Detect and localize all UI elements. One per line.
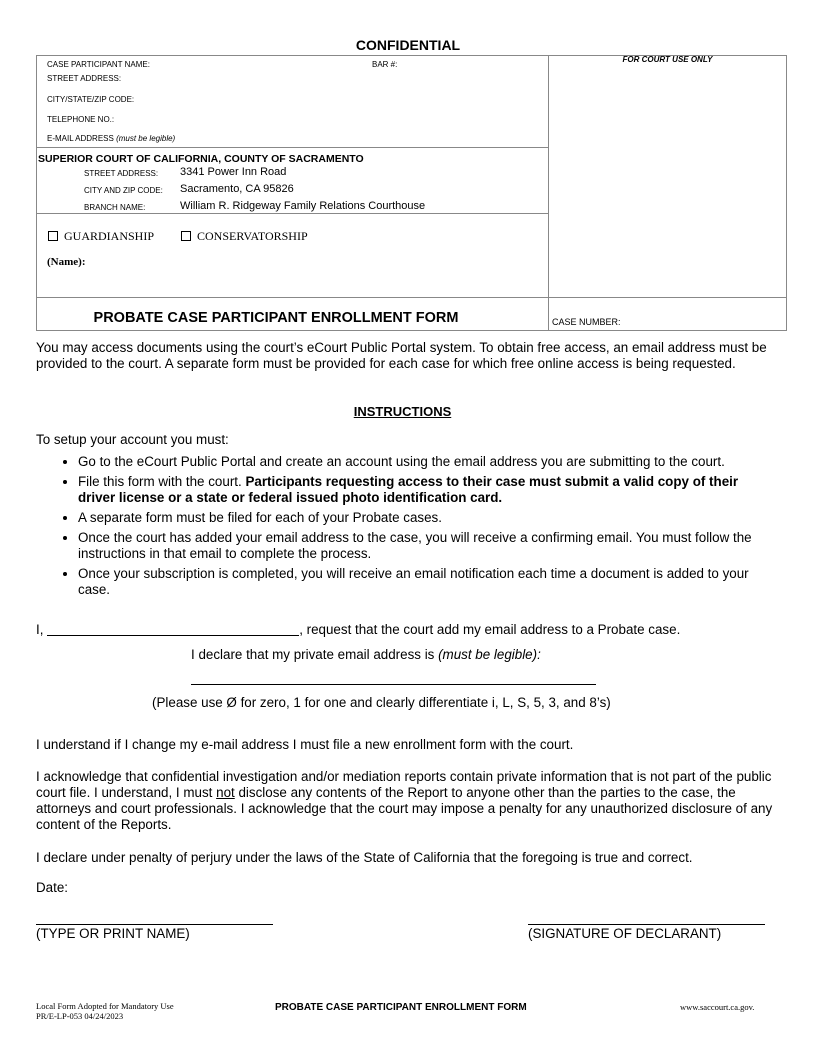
print-name-label: (TYPE OR PRINT NAME) xyxy=(36,926,190,941)
acknowledgement-not: not xyxy=(216,785,235,800)
legibility-note: (Please use Ø for zero, 1 for one and clearly differentiate i, L, S, 5, 3, and 8’s) xyxy=(152,695,611,710)
instruction-item xyxy=(78,474,778,506)
footer-left xyxy=(36,1001,174,1021)
participant-city-label: CITY/STATE/ZIP CODE: xyxy=(47,95,135,104)
instruction-item: • Once the court has added your email address to the case, you will receive a confirming email. You must follow the instructions in that email to complete the process. xyxy=(78,530,778,562)
caption-divider-2 xyxy=(36,213,548,214)
instruction-item: • Once your subscription is completed, you will receive an email notification each time a document is added to your case. xyxy=(78,566,778,598)
conservatorship-label: CONSERVATORSHIP xyxy=(197,229,308,243)
conservatorship-checkbox[interactable] xyxy=(181,231,191,241)
court-use-label: FOR COURT USE ONLY xyxy=(622,55,713,64)
footer-website: www.saccourt.ca.gov. xyxy=(680,1002,755,1012)
signature-label: (SIGNATURE OF DECLARANT) xyxy=(528,926,722,941)
guardianship-option[interactable] xyxy=(48,229,154,244)
instruction-item-text: File this form with the court. xyxy=(78,474,246,489)
date-label: Date: xyxy=(36,880,69,895)
declare-email-text: I declare that my private email address is xyxy=(191,647,439,662)
caption-divider-3 xyxy=(36,297,787,298)
court-title: SUPERIOR COURT OF CALIFORNIA, COUNTY OF SACRAMENTO xyxy=(38,153,364,165)
participant-street-label: STREET ADDRESS: xyxy=(47,74,122,83)
bar-number-label: BAR #: xyxy=(372,60,398,69)
requester-name-field[interactable] xyxy=(47,622,299,636)
court-street-value: 3341 Power Inn Road xyxy=(180,166,287,178)
instructions-list xyxy=(36,454,778,602)
participant-phone-label: TELEPHONE NO.: xyxy=(47,115,115,124)
footer-form-title: PROBATE CASE PARTICIPANT ENROLLMENT FORM xyxy=(275,1002,527,1013)
participant-email-row xyxy=(47,134,175,143)
participant-name-label: CASE PARTICIPANT NAME: xyxy=(47,60,150,69)
form-title: PROBATE CASE PARTICIPANT ENROLLMENT FORM xyxy=(93,310,459,326)
id-requirement-note: Participants requesting access to their case must submit a valid copy of their driver license or a state or federal issued photo identification card. xyxy=(78,474,739,505)
guardianship-checkbox[interactable] xyxy=(48,231,58,241)
participant-email-note: (must be legible) xyxy=(116,134,176,143)
footer-form-number: PR/E-LP-053 04/24/2023 xyxy=(36,1011,124,1021)
request-line xyxy=(36,622,680,638)
caption-divider-1 xyxy=(36,147,548,148)
court-city-value: Sacramento, CA 95826 xyxy=(180,183,294,195)
signature-field[interactable] xyxy=(528,924,765,925)
court-street-label: STREET ADDRESS: xyxy=(84,169,159,178)
footer-adoption-note: Local Form Adopted for Mandatory Use xyxy=(36,1001,174,1011)
conservatorship-option[interactable] xyxy=(181,229,308,244)
case-number-label: CASE NUMBER: xyxy=(552,317,621,327)
declare-email-note: (must be legible): xyxy=(438,647,541,662)
print-name-field[interactable] xyxy=(36,924,273,925)
court-city-label: CITY AND ZIP CODE: xyxy=(84,186,163,195)
instruction-item: • Go to the eCourt Public Portal and create an account using the email address you are submitting to the court. xyxy=(78,454,778,470)
request-prefix: I, xyxy=(36,622,44,637)
court-branch-label: BRANCH NAME: xyxy=(84,203,146,212)
instructions-lead: To setup your account you must: xyxy=(36,432,229,447)
court-branch-value: William R. Ridgeway Family Relations Courthouse xyxy=(180,200,426,212)
intro-paragraph: You may access documents using the court’s eCourt Public Portal system. To obtain free access, an email address must be provided to the court. A separate form must be provided for each case for which free online access is being requested. xyxy=(36,340,767,371)
confidential-header: CONFIDENTIAL xyxy=(355,37,461,53)
caption-divider-vertical xyxy=(548,55,549,331)
declare-email-line xyxy=(191,647,541,663)
acknowledgement-part-2: disclose any contents of the Report to anyone other than the parties to the case, the attorneys and court professionals. I acknowledge that the court may impose a penalty for any unauthorized disclosure of any content of the Reports. xyxy=(36,785,773,832)
guardianship-label: GUARDIANSHIP xyxy=(64,229,155,243)
change-notice: I understand if I change my e-mail address I must file a new enrollment form with the court. xyxy=(36,737,574,752)
participant-email-label: E-MAIL ADDRESS xyxy=(47,134,114,143)
request-suffix: , request that the court add my email address to a Probate case. xyxy=(299,622,681,637)
acknowledgement-paragraph xyxy=(36,769,776,833)
instruction-item: • A separate form must be filed for each of your Probate cases. xyxy=(78,510,778,526)
email-address-field[interactable] xyxy=(191,684,596,685)
perjury-statement: I declare under penalty of perjury under the laws of the State of California that the foregoing is true and correct. xyxy=(36,850,693,865)
instructions-heading: INSTRUCTIONS xyxy=(353,404,452,419)
acknowledgement-part-1: I acknowledge that confidential investigation and/or mediation reports contain private information that is not part of the public court file. I understand, I must xyxy=(36,769,772,800)
ward-name-label: (Name): xyxy=(47,256,86,268)
